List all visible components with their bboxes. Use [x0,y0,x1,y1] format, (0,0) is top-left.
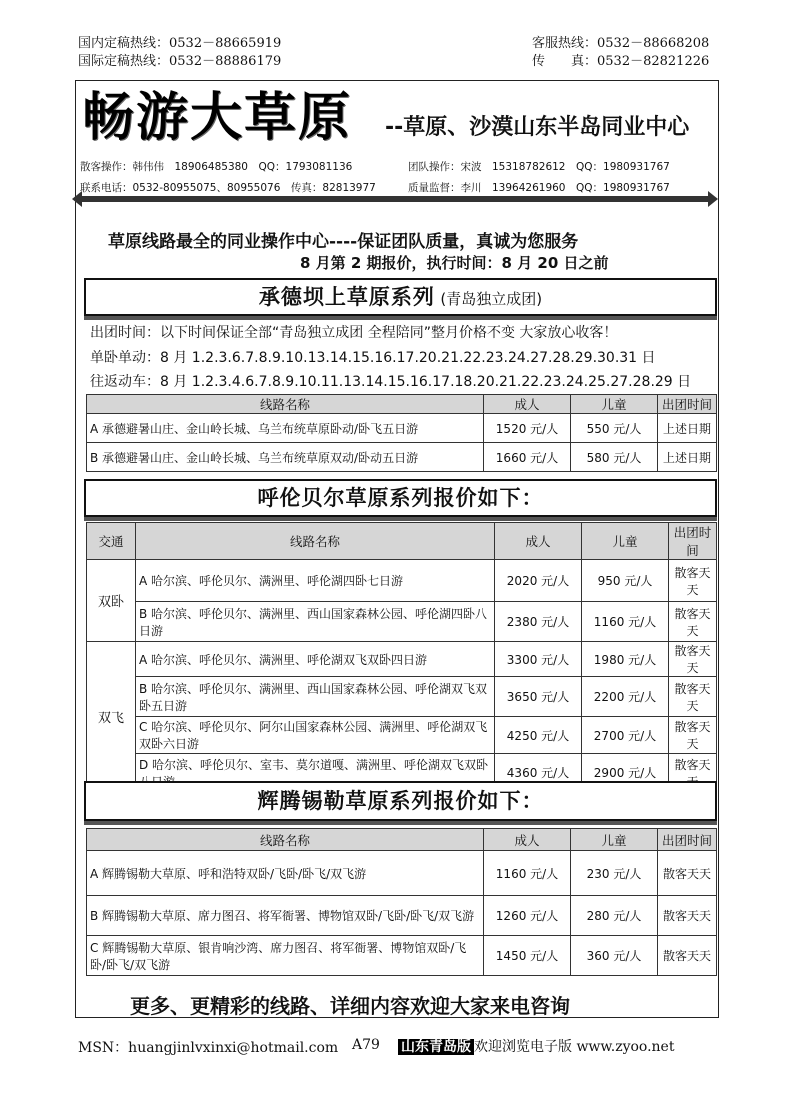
departure-date: 散客天天 [669,642,717,677]
col-adult: 成人 [484,395,571,414]
col-adult: 成人 [495,523,582,560]
table-row [87,560,717,602]
chengde-title-note: (青岛独立成团) [440,290,543,308]
site-text: 欢迎浏览电子版 www.zyoo.net [474,1039,675,1055]
child-price: 360 元/人 [571,936,658,976]
route-name: C 哈尔滨、呼伦贝尔、阿尔山国家森林公园、满洲里、呼伦湖双飞双卧六日游 [136,717,495,754]
route-name: A 哈尔滨、呼伦贝尔、满洲里、呼伦湖四卧七日游 [136,560,495,602]
child-price: 2700 元/人 [582,717,669,754]
quote-period: 8 月第 2 期报价，执行时间：8 月 20 日之前 [300,254,609,272]
col-route: 线路名称 [87,395,484,414]
col-route: 线路名称 [136,523,495,560]
col-route: 线路名称 [87,829,484,851]
col-adult: 成人 [484,829,571,851]
adult-price: 4250 元/人 [495,717,582,754]
hulun-title: 呼伦贝尔草原系列报价如下： [257,486,544,510]
adult-price: 1260 元/人 [484,896,571,936]
table-row [87,602,717,642]
adult-price: 2380 元/人 [495,602,582,642]
col-child: 儿童 [571,395,658,414]
route-name: C 辉腾锡勒大草原、银肯响沙湾、席力图召、将军衙署、博物馆双卧/飞卧/卧飞/双飞游 [87,936,484,976]
col-transport: 交通 [87,523,136,560]
route-name: D 哈尔滨、呼伦贝尔、室韦、莫尔道嘎、满洲里、呼伦湖双飞双卧 [136,754,495,792]
chengde-title: 承德坝上草原系列 [258,285,435,309]
col-date: 出团时间 [658,829,717,851]
table-row [87,414,717,443]
header-divider-arrow [80,196,710,202]
child-price: 2200 元/人 [582,677,669,717]
transport-flight: 双飞 [87,642,136,792]
departure-date: 上述日期 [658,414,717,443]
route-name: B 哈尔滨、呼伦贝尔、满洲里、西山国家森林公园、呼伦湖四卧八日游 [136,602,495,642]
child-price: 950 元/人 [582,560,669,602]
xilin-section-header [84,781,717,821]
contact-quality: 质量监督：李川 13964261960 QQ：1980931767 [408,182,670,194]
child-price: 230 元/人 [571,851,658,896]
table-row [87,717,717,754]
route-name: A 承德避暑山庄、金山岭长城、乌兰布统草原卧动/卧飞五日游 [87,414,484,443]
departure-date: 散客天天 [658,936,717,976]
transport-sleeper: 双卧 [87,560,136,642]
hulun-table [86,522,717,792]
adult-price: 1660 元/人 [484,443,571,472]
table-header-row [87,523,717,560]
contact-group: 团队操作：宋波 15318782612 QQ：1980931767 [408,161,670,173]
adult-price: 1160 元/人 [484,851,571,896]
child-price: 550 元/人 [571,414,658,443]
hulun-section-header [84,479,717,517]
xilin-title: 辉腾锡勒草原系列报价如下： [257,789,544,813]
slogan: 草原线路最全的同业操作中心----保证团队质量，真诚为您服务 [108,232,579,252]
adult-price: 1450 元/人 [484,936,571,976]
adult-price: 2020 元/人 [495,560,582,602]
departure-date: 散客天 [669,754,717,792]
page-number: A79 [352,1037,380,1053]
col-date: 出团时间 [658,395,717,414]
route-name: B 辉腾锡勒大草原、席力图召、将军衙署、博物馆双卧/飞卧/卧飞/双飞游 [87,896,484,936]
international-hotline: 国际定稿热线：0532－88886179 [78,54,282,69]
chengde-round-train-text: 往返动车：8 月 1.2.3.4.6.7.8.9.10.11.13.14.15.16.17.18.20.21.22.23.24.25.27.28.29 日 [90,374,692,390]
table-header-row [87,829,717,851]
departure-date: 散客天天 [658,851,717,896]
table-row [87,936,717,976]
xilin-table [86,828,717,976]
domestic-hotline: 国内定稿热线：0532－88665919 [78,36,282,51]
table-row [87,677,717,717]
footer-cta: 更多、更精彩的线路、详细内容欢迎大家来电咨询 [130,994,570,1018]
col-child: 儿童 [582,523,669,560]
departure-date: 散客天天 [669,560,717,602]
adult-price: 3300 元/人 [495,642,582,677]
col-child: 儿童 [571,829,658,851]
adult-price: 3650 元/人 [495,677,582,717]
route-name: B 承德避暑山庄、金山岭长城、乌兰布统草原双动/卧动五日游 [87,443,484,472]
chengde-single-sleeper-text: 单卧单动：8 月 1.2.3.6.7.8.9.10.13.14.15.16.17.20.21.22.23.24.27.28.29.30.31 日 [90,350,656,366]
msn-contact: MSN：huangjinlvxinxi@hotmail.com [78,1040,339,1056]
contact-retail: 散客操作：韩伟伟 18906485380 QQ：1793081136 [80,161,353,173]
departure-date: 上述日期 [658,443,717,472]
chengde-single-sleeper [90,346,656,370]
table-row [87,896,717,936]
page-subtitle: --草原、沙漠山东半岛同业中心 [385,115,690,140]
table-header-row [87,395,717,414]
adult-price: 4360 元/人 [495,754,582,792]
contact-phone: 联系电话：0532-80955075、80955076 传真：82813977 [80,182,376,194]
route-name: A 辉腾锡勒大草原、呼和浩特双卧/飞卧/卧飞/双飞游 [87,851,484,896]
table-row [87,851,717,896]
departure-date: 散客天天 [669,717,717,754]
route-name: B 哈尔滨、呼伦贝尔、满洲里、西山国家森林公园、呼伦湖双飞双卧五日游 [136,677,495,717]
child-price: 2900 元/人 [582,754,669,792]
child-price: 1160 元/人 [582,602,669,642]
service-hotline: 客服热线：0532－88668208 [532,36,710,51]
child-price: 280 元/人 [571,896,658,936]
child-price: 580 元/人 [571,443,658,472]
chengde-round-train [90,370,691,394]
departure-date: 散客天天 [669,602,717,642]
chengde-table [86,394,717,472]
footer-site [398,1036,674,1056]
table-row [87,443,717,472]
route-name: A 哈尔滨、呼伦贝尔、满洲里、呼伦湖双飞双卧四日游 [136,642,495,677]
departure-date: 散客天天 [658,896,717,936]
departure-date: 散客天天 [669,677,717,717]
chengde-departure: 出团时间：以下时间保证全部“青岛独立成团 全程陪同”整月价格不变 大家放心收客！ [90,325,618,341]
chengde-section-header [84,278,717,316]
col-date: 出团时间 [669,523,717,560]
page-title: 畅游大草原 [82,87,353,148]
adult-price: 1520 元/人 [484,414,571,443]
table-row [87,642,717,677]
child-price: 1980 元/人 [582,642,669,677]
edition-badge: 山东青岛版 [398,1039,474,1055]
fax-line: 传 真：0532－82821226 [532,54,710,69]
